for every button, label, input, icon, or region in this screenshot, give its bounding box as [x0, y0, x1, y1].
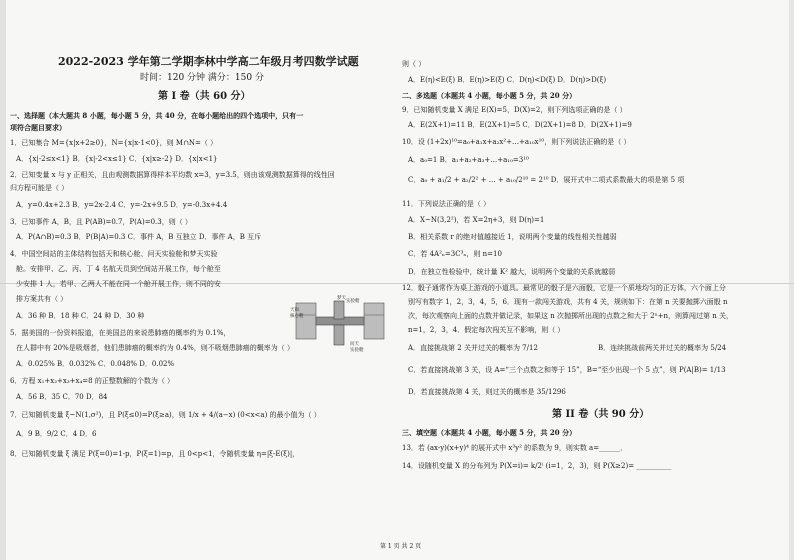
figure-label-core: 核心舱: [290, 314, 304, 319]
figure-label-wentian: 问天: [350, 342, 359, 347]
question-4-line2: 舱。安排甲、乙、丙、丁 4 名航天员到空间站开展工作，每个舱至: [16, 265, 221, 273]
question-9-options: A．E(2X+1)=11 B．E(2X+1)=5 C．D(2X+1)=8 D．D(2X+1)=9: [408, 121, 632, 129]
question-12: 12．骰子通常作为桌上游戏的小道具。最常见的骰子是六面骰，它是一个质地均匀的正方体，六个面上分: [402, 284, 726, 292]
question-7: 7．已知随机变量 ξ~N(1,σ²)，且 P(ξ≤0)=P(ξ≥a)，则 1/x + 4/(a−x) (0<x<a) 的最小值为（ ）: [10, 411, 321, 419]
scan-edge-left: [0, 0, 6, 560]
page-footer: 第 1 页 共 2 页: [380, 543, 422, 550]
scan-edge-right: [789, 0, 794, 560]
module-bottom: [334, 325, 344, 345]
question-11-a: A．X~N(3,2²)，若 X=2η+3，则 D(η)=1: [408, 216, 545, 224]
question-6-options: A．56 B．35 C．70 D．84: [16, 393, 108, 401]
section1-heading-cont: 项符合题目要求）: [10, 123, 66, 132]
question-13: 13．若 (ax-y)(x+y)⁴ 的展开式中 x³y² 的系数为 9，则实数 a=______．: [402, 444, 628, 452]
question-14: 14．设随机变量 X 的分布列为 P(X=i)= k/2ⁱ (i=1，2，3)，则 P(X≥2)= __________: [402, 462, 672, 470]
question-10-ab: A．a₀=1 B．a₁+a₂+a₃+…+a₁₀=3¹⁰: [408, 156, 529, 164]
question-12-option-a: A．直接挑战第 2 关并过关的概率为 7/12: [408, 344, 538, 352]
section3-heading: 三、填空题（本题共 4 小题，每小题 5 分，共 20 分）: [402, 428, 577, 437]
question-2: 2．已知变量 x 与 y 正相关，且由观测数据算得样本平均数 x=3，y=3.5，则由该观测数据算得的线性回: [10, 171, 335, 179]
question-12-option-d: D．若直接挑战第 4 关，则过关的概率是 35/1296: [408, 388, 566, 396]
question-4-options: A．36 种 B．18 种 C．24 种 D．30 种: [16, 312, 145, 320]
question-2-cont: 归方程可能是（ ）: [10, 184, 69, 192]
question-5: 5．据美国的一份资料报道，在美国总的来说患肺癌的概率约为 0.1%，: [10, 329, 231, 337]
question-10-cd: C．a₀ + a₁/2 + a₂/2² + … + a₁₀/2¹⁰ = 2¹⁰ D．展开式中二项式系数最大的项是第 5 项: [408, 176, 685, 184]
question-11-c: C．若 4A²ₙ=3C³ₙ，则 n=10: [408, 250, 502, 258]
part1-heading: 第 I 卷（共 60 分）: [158, 91, 251, 102]
question-6: 6．方程 x₁+x₂+x₃+x₄=8 的正整数解的个数为（ ）: [10, 377, 175, 385]
solar-panel-left: [296, 303, 316, 339]
question-1: 1．已知集合 M={x|x+2≥0}，N={x|x-1<0}，则 M∩N=（ ）: [10, 139, 218, 147]
question-10: 10．设 (1+2x)¹⁰=a₀+a₁x+a₂x²+…+a₁₀x¹⁰，则下列说法正确的是（ ）: [402, 138, 631, 146]
question-1-options: A．{x|-2≤x<1} B．{x|-2<x≤1} C．{x|x≥-2} D．{x|x<1}: [16, 155, 218, 163]
question-12-line2: 别写有数字 1，2，3，4，5，6．现有一款闯关游戏，共有 4 关，规则如下：在第 n 关要抛掷六面骰 n: [408, 298, 728, 306]
figure-label-module: 实验舱: [346, 299, 360, 304]
time-info: 时间：120 分钟 满分：150 分: [140, 73, 264, 83]
question-12-option-c: C．若直接挑战第 3 关，设 A=“三个点数之和等于 15”，B=“至少出现一个 5 点”，则 P(A|B)= 1/13: [408, 366, 726, 374]
exam-title: 2022-2023 学年第二学期李林中学高二年级月考四数学试题: [58, 55, 359, 68]
section2-heading: 二、多选题（本题共 4 小题，每小题 5 分，共 20 分）: [402, 91, 577, 100]
question-8-tail: 则（ ）: [402, 60, 426, 68]
question-11-b: B．相关系数 r 的绝对值越接近 1，说明两个变量的线性相关性越弱: [408, 233, 617, 241]
module-top: [334, 301, 344, 319]
solar-panel-right: [364, 303, 384, 339]
question-4-line3: 少安排 1 人，若甲、乙两人不能在同一个舱开展工作，则不同的安: [16, 280, 221, 288]
question-8: 8．已知随机变量 ξ 满足 P(ξ=0)=1-p，P(ξ=1)=p，且 0<p<1，令随机变量 η=|ξ-E(ξ)|，: [10, 450, 300, 458]
question-9: 9．已知随机变量 X 满足 E(X)=5，D(X)=2，则下列选项正确的是（ ）: [402, 106, 627, 114]
question-2-options: A．y=0.4x+2.3 B．y=2x-2.4 C．y=-2x+9.5 D．y=-0.3x+4.4: [16, 201, 228, 209]
question-12-option-b: B．连续挑战前两关并过关的概率为 5/24: [598, 344, 727, 352]
section1-heading: 一、选择题（本大题共 8 小题，每小题 5 分，共 40 分，在每小题给出的四个选项中，只有一: [10, 111, 304, 120]
question-3-options: A．P(A∩B)=0.3 B．P(B|A)=0.3 C．事件 A，B 互独立 D．事件 A，B 互斥: [16, 233, 262, 241]
question-5-options: A．0.025% B．0.032% C．0.048% D．0.02%: [16, 360, 175, 368]
space-station-figure: [290, 295, 390, 353]
figure-label-mengtian: 梦天: [337, 296, 346, 301]
question-5-cont: 在人群中有 20%是吸烟者，他们患肺癌的概率约为 0.4%，则不吸烟患肺癌的概率为（ ）: [16, 344, 295, 352]
question-7-options: A．9 B．9/2 C．4 D．6: [16, 430, 97, 438]
figure-label-lab: 实验舱: [350, 348, 364, 353]
question-11: 11．下列说法正确的是（ ）: [402, 200, 491, 208]
question-4-line4: 排方案共有（ ）: [16, 295, 68, 303]
figure-label-tianhe: 天和: [290, 308, 299, 313]
question-8-options: A．E(η)<E(ξ) B．E(η)>E(ξ) C．D(η)<D(ξ) D．D(η)>D(ξ): [408, 76, 607, 84]
part2-heading: 第 II 卷（共 90 分）: [552, 409, 650, 420]
question-12-line4: n=1，2，3，4．假定每次闯关互不影响，则（ ）: [408, 326, 565, 334]
question-3: 3．已知事件 A，B，且 P(AB)=0.7，P(A)=0.3，则（ ）: [10, 218, 192, 226]
question-4: 4．中国空间站的主体结构包括天和核心舱、问天实验舱和梦天实验: [10, 250, 218, 258]
question-12-line3: 次，每次观察向上面的点数并做记录，如果这 n 次抛掷所出现的点数之和大于 2ⁿ+n，则算闯过第 n 关，: [408, 312, 733, 320]
question-11-d: D．在独立性检验中，统计量 K² 越大，说明两个变量的关系就越弱: [408, 268, 616, 276]
